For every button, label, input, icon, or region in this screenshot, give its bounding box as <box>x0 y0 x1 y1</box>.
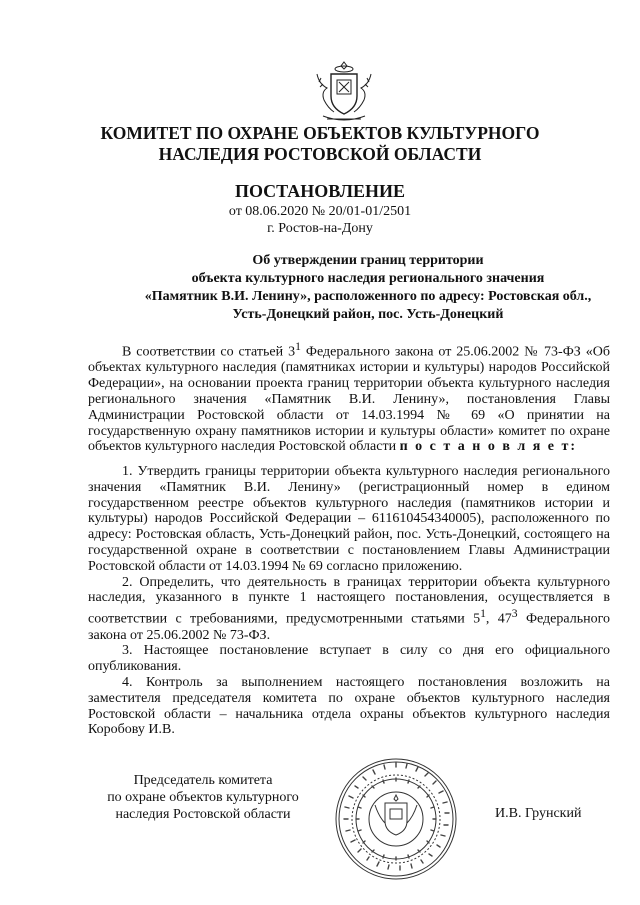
coat-of-arms-icon <box>313 58 375 124</box>
point-2-text-a: 2. Определить, что деятельность в границах территории объекта культурного наследия, указанного в пункте 1 настоящего постановления, осуществляется в соответствии с требованиями, предусмотренными статьями 5 <box>88 574 610 627</box>
decree-word: п о с т а н о в л я е т: <box>399 439 578 455</box>
official-seal-icon <box>333 755 459 883</box>
point-1: 1. Утвердить границы территории объекта культурного наследия регионального значения «Памятник В.И. Ленину» (регистрационный номер в едином государственном реестре объектов культурного наследия (памятников истории и культуры) народов Российской Федерации – 611610454340005), расположенного по адресу: Ростовская область, Усть-Донецкий район, пос. Усть-Донецкий, состоящего на государственной охране в соответствии с постановлением Главы Администрации Ростовской области от 14.03.1994 № 69 согласно приложению. <box>88 464 610 574</box>
organization-name <box>0 123 640 165</box>
point-2-superscript-1: 1 <box>480 607 486 621</box>
intro-superscript: 1 <box>295 340 301 353</box>
position-line-2: по охране объектов культурного <box>107 790 299 805</box>
org-line-2: НАСЛЕДИЯ РОСТОВСКОЙ ОБЛАСТИ <box>158 144 482 164</box>
point-3: 3. Настоящее постановление вступает в силу со дня его официального опубликования. <box>88 643 610 675</box>
point-2 <box>88 575 610 644</box>
subject-line: Об утверждении границ территории <box>252 253 484 268</box>
intro-paragraph <box>88 339 610 455</box>
signatory-name: И.В. Грунский <box>495 806 582 821</box>
subject-line: «Памятник В.И. Ленину», расположенного по адресу: Ростовская обл., <box>144 289 592 304</box>
subject-line: объекта культурного наследия регионального значения <box>191 271 545 286</box>
document-subject <box>118 252 618 324</box>
point-2-text-c: Федерального закона от 25.06.2002 № 73-ФЗ. <box>88 611 610 643</box>
document-date-number: от 08.06.2020 № 20/01-01/2501 <box>228 204 412 219</box>
decree-points <box>88 464 610 738</box>
position-line-1: Председатель комитета <box>133 773 273 788</box>
intro-text-1: В соответствии со статьей 3 <box>122 344 296 360</box>
document-type: ПОСТАНОВЛЕНИЕ <box>234 181 406 201</box>
point-4: 4. Контроль за выполнением настоящего постановления возложить на заместителя председателя комитета по охране объектов культурного наследия Ростовской области – начальника отдела охраны объектов культурного наследия Коробову И.В. <box>88 675 610 738</box>
point-2-superscript-2: 3 <box>511 607 518 621</box>
intro-text-2: Федерального закона от 25.06.2002 № 73-ФЗ «Об объектах культурного наследия (памятниках истории и культуры) народов Российской Федерации», на основании проекта границ территории объекта культурного наследия регионального значения «Памятник В.И. Ленину», постановления Главы Администрации Ростовской области от 14.03.1994 № 69 «О принятии на государственную охрану памятников истории и культуры области» комитет по охране объектов культурного наследия Ростовской области <box>88 344 610 455</box>
document-city: г. Ростов-на-Дону <box>267 221 373 236</box>
position-line-3: наследия Ростовской области <box>115 807 291 822</box>
point-2-text-b: , 47 <box>485 611 512 627</box>
org-line-1: КОМИТЕТ ПО ОХРАНЕ ОБЪЕКТОВ КУЛЬТУРНОГО <box>100 123 540 143</box>
subject-line: Усть-Донецкий район, пос. Усть-Донецкий <box>232 307 504 322</box>
signatory-position <box>78 772 328 823</box>
